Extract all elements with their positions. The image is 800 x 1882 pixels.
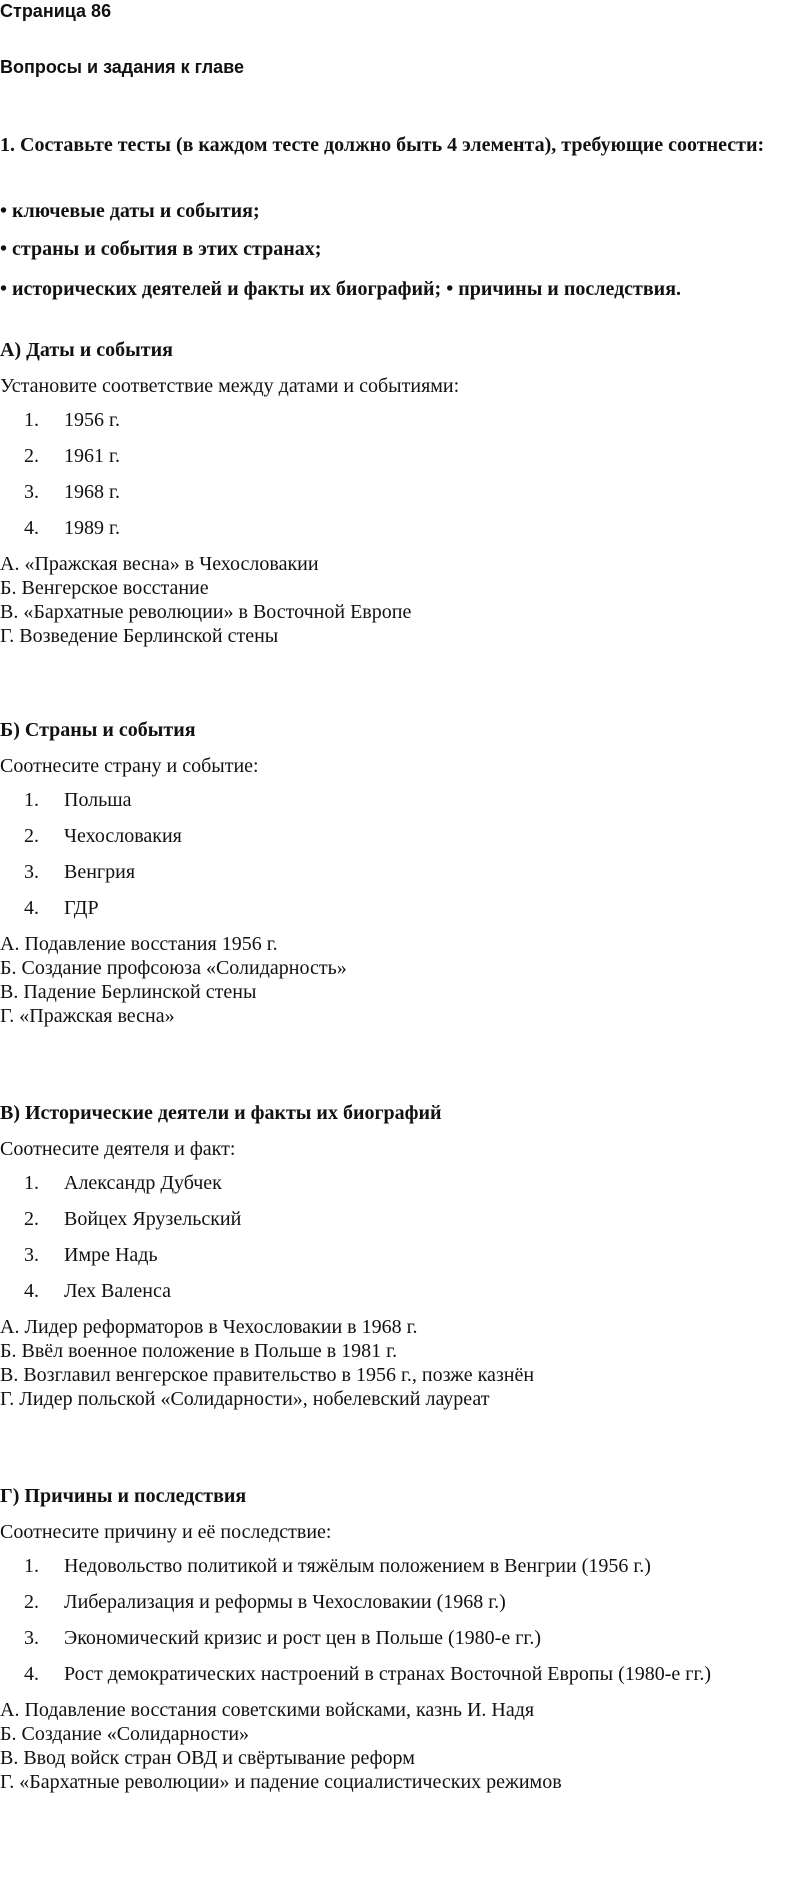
item-text: Рост демократических настроений в странах Восточной Европы (1980-е гг.) xyxy=(64,1663,712,1685)
item-number: 4. xyxy=(24,897,39,919)
answer-option: Г. «Бархатные революции» и падение социалистических режимов xyxy=(0,1771,562,1793)
watermark xyxy=(450,30,466,97)
list-item xyxy=(0,516,796,540)
item-number: 4. xyxy=(24,1280,39,1302)
answer-option: В. Возглавил венгерское правительство в 1956 г., позже казнён xyxy=(0,1364,535,1386)
list-item xyxy=(0,896,796,920)
list-item xyxy=(0,1662,796,1686)
section-causes-effects xyxy=(0,1484,796,1794)
item-number: 2. xyxy=(24,445,39,467)
item-list xyxy=(0,408,796,540)
list-item xyxy=(0,408,796,432)
answer-option: Б. Ввёл военное положение в Польше в 1981 г. xyxy=(0,1340,398,1362)
item-number: 1. xyxy=(24,1172,39,1194)
answer-options xyxy=(0,1315,796,1411)
item-text: Лех Валенса xyxy=(64,1280,171,1302)
answer-option: Г. Возведение Берлинской стены xyxy=(0,625,279,647)
list-item xyxy=(0,1554,796,1578)
section-figures-facts xyxy=(0,1101,796,1411)
list-item xyxy=(0,480,796,504)
section-countries-events xyxy=(0,718,796,1028)
item-number: 4. xyxy=(24,1663,39,1685)
item-number: 3. xyxy=(24,861,39,883)
list-item xyxy=(0,1590,796,1614)
answer-options xyxy=(0,552,796,648)
answer-option: В. Падение Берлинской стены xyxy=(0,981,257,1003)
item-text: 1989 г. xyxy=(64,517,120,539)
item-number: 2. xyxy=(24,825,39,847)
item-number: 1. xyxy=(24,789,39,811)
answer-option: А. Лидер реформаторов в Чехословакии в 1968 г. xyxy=(0,1316,418,1338)
answer-option: В. «Бархатные революции» в Восточной Европе xyxy=(0,601,412,623)
item-text: Польша xyxy=(64,789,132,811)
item-number: 1. xyxy=(24,1555,39,1577)
answer-option: А. «Пражская весна» в Чехословакии xyxy=(0,553,319,575)
answer-option: А. Подавление восстания 1956 г. xyxy=(0,933,278,955)
item-text: 1961 г. xyxy=(64,445,120,467)
item-text: 1956 г. xyxy=(64,409,120,431)
list-item xyxy=(0,860,796,884)
task-text: 1. Составьте тесты (в каждом тесте должно быть 4 элемента), требующие соотнести: xyxy=(0,134,765,156)
answer-option: Б. Создание профсоюза «Солидарность» xyxy=(0,957,347,979)
item-number: 2. xyxy=(24,1591,39,1613)
item-list xyxy=(0,1554,796,1686)
answer-options xyxy=(0,1698,796,1794)
item-number: 4. xyxy=(24,517,39,539)
task-bullet: • исторических деятелей и факты их биографий; • причины и последствия. xyxy=(0,278,682,300)
list-item xyxy=(0,788,796,812)
chapter-title: Вопросы и задания к главе xyxy=(0,57,245,77)
item-text: Недовольство политикой и тяжёлым положением в Венгрии (1956 г.) xyxy=(64,1555,651,1577)
task-bullet: • ключевые даты и события; xyxy=(0,200,260,222)
answer-option: Г. Лидер польской «Солидарности», нобелевский лауреат xyxy=(0,1388,490,1410)
item-number: 1. xyxy=(24,409,39,431)
section-intro: Соотнесите деятеля и факт: xyxy=(0,1138,236,1160)
section-intro: Установите соответствие между датами и событиями: xyxy=(0,375,460,397)
item-number: 3. xyxy=(24,481,39,503)
item-text: Либерализация и реформы в Чехословакии (1968 г.) xyxy=(64,1591,506,1613)
item-text: Чехословакия xyxy=(64,825,182,847)
item-text: Экономический кризис и рост цен в Польше (1980-е гг.) xyxy=(64,1627,542,1649)
task-bullet: • страны и события в этих странах; xyxy=(0,238,322,260)
item-text: Войцех Ярузельский xyxy=(64,1208,242,1230)
section-title: А) Даты и события xyxy=(0,339,173,361)
answer-options xyxy=(0,932,796,1028)
answer-option: А. Подавление восстания советскими войсками, казнь И. Надя xyxy=(0,1699,535,1721)
section-title: Г) Причины и последствия xyxy=(0,1485,247,1507)
item-text: 1968 г. xyxy=(64,481,120,503)
section-title: Б) Страны и события xyxy=(0,719,196,741)
list-item xyxy=(0,1279,796,1303)
item-text: Венгрия xyxy=(64,861,136,883)
item-text: Александр Дубчек xyxy=(64,1172,222,1194)
answer-option: В. Ввод войск стран ОВД и свёртывание реформ xyxy=(0,1747,415,1769)
section-intro: Соотнесите страну и событие: xyxy=(0,755,259,777)
page-label: Страница 86 xyxy=(0,1,112,21)
list-item xyxy=(0,444,796,468)
section-dates-events xyxy=(0,338,796,648)
item-number: 3. xyxy=(24,1627,39,1649)
item-list xyxy=(0,1171,796,1303)
answer-option: Б. Венгерское восстание xyxy=(0,577,209,599)
list-item xyxy=(0,1171,796,1195)
answer-option: Б. Создание «Солидарности» xyxy=(0,1723,250,1745)
item-text: Имре Надь xyxy=(64,1244,158,1266)
list-item xyxy=(0,824,796,848)
item-text: ГДР xyxy=(64,897,99,919)
answer-option: Г. «Пражская весна» xyxy=(0,1005,175,1027)
list-item xyxy=(0,1626,796,1650)
item-number: 3. xyxy=(24,1244,39,1266)
list-item xyxy=(0,1207,796,1231)
item-list xyxy=(0,788,796,920)
section-intro: Соотнесите причину и её последствие: xyxy=(0,1521,332,1543)
item-number: 2. xyxy=(24,1208,39,1230)
list-item xyxy=(0,1243,796,1267)
section-title: В) Исторические деятели и факты их биографий xyxy=(0,1102,442,1124)
